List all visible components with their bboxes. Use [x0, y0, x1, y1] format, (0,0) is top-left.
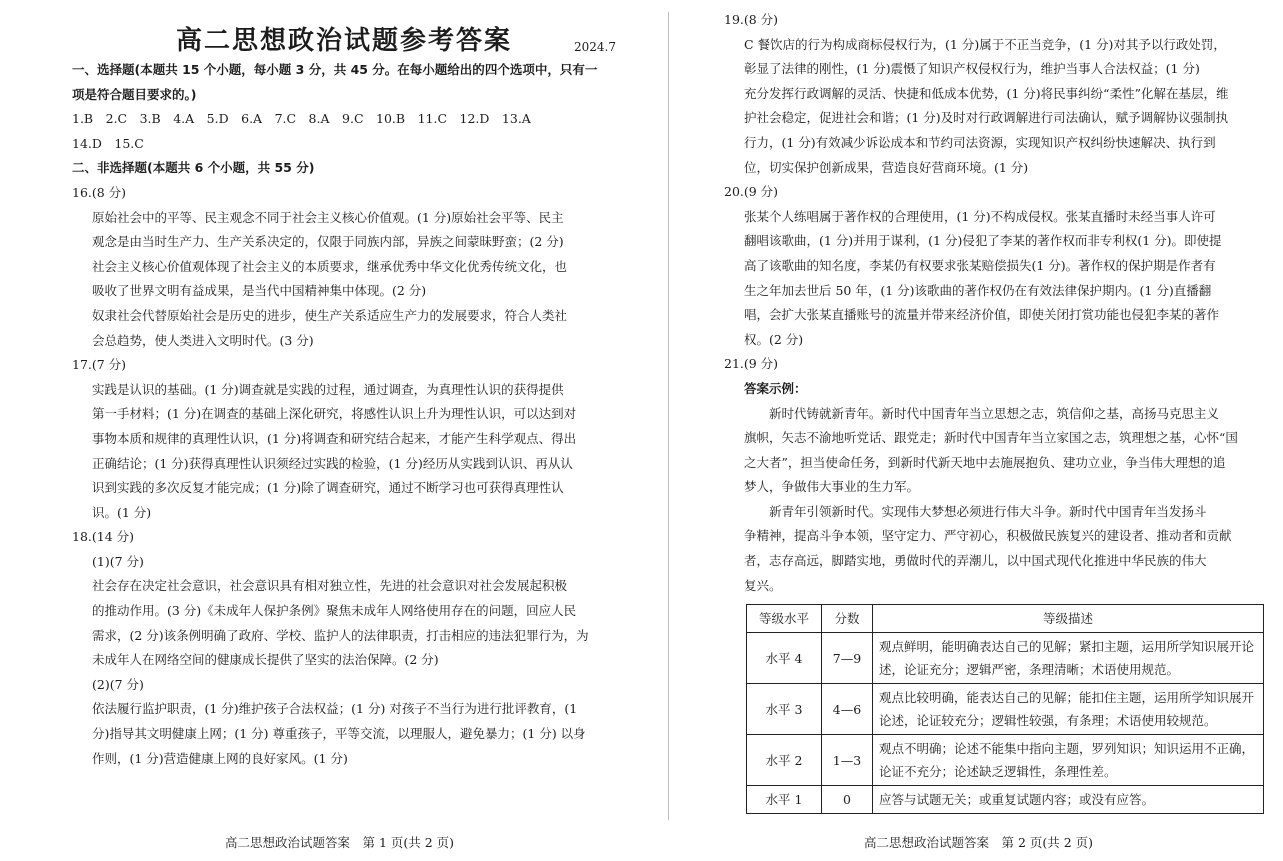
- section1-heading-cont: 项是符合题目要求的。): [72, 86, 197, 102]
- choice-answers-row2: 14.D 15.C: [72, 135, 144, 151]
- q17-line: 识。(1 分): [92, 504, 152, 520]
- answer-page-2: [672, 0, 1283, 861]
- grade-level: 水平 2: [747, 735, 822, 786]
- q16-line: 社会主义核心价值观体现了社会主义的本质要求，继承优秀中华文化优秀传统文化，也: [92, 258, 568, 274]
- q16-line: 观念是由当时生产力、生产关系决定的，仅限于同族内部，异族之间蒙昧野蛮；(2 分): [92, 234, 564, 250]
- grade-score: 4—6: [822, 684, 873, 735]
- exam-date: 2024.7: [574, 40, 616, 54]
- grade-description: 观点鲜明，能明确表达自己的见解；紧扣主题，运用所学知识展开论述，论证充分；逻辑严密，条理清晰；术语使用规范。: [873, 633, 1264, 684]
- q19-line: 位，切实保护创新成果，营造良好营商环境。(1 分): [744, 159, 1029, 175]
- grade-score: 1—3: [822, 735, 873, 786]
- answer-example-label: 答案示例：: [744, 380, 807, 396]
- q17-line: 识到实践的多次反复才能完成；(1 分)除了调查研究，通过不断学习也可获得真理性认: [92, 480, 564, 496]
- q18-sub2-line: 分)指导其文明健康上网；(1 分) 尊重孩子，平等交流，以理服人，避免暴力；(1 分) 以身: [92, 726, 586, 742]
- q17-line: 事物本质和规律的真理性认识，(1 分)将调查和研究结合起来，才能产生科学观点、得出: [92, 430, 577, 446]
- grade-level: 水平 3: [747, 684, 822, 735]
- page-divider: [668, 12, 669, 820]
- title-row: [72, 0, 616, 58]
- q18-sub2-line: 作则，(1 分)营造健康上网的良好家风。(1 分): [92, 750, 348, 766]
- header-level: 等级水平: [747, 605, 822, 633]
- q18-sub1-line: 需求，(2 分)该条例明确了政府、学校、监护人的法律职责，打击相应的违法犯罪行为，为: [92, 627, 589, 643]
- q21-para1-line: 之大者”，担当使命任务，到新时代新天地中去施展抱负、建功立业，争当伟大理想的追: [744, 454, 1226, 470]
- q20-line: 高了该歌曲的知名度，李某仍有权要求张某赔偿损失(1 分)。著作权的保护期是作者有: [744, 257, 1216, 273]
- page1-footer: 高二思想政治试题答案 第 1 页(共 2 页): [225, 835, 455, 850]
- grade-score: 7—9: [822, 633, 873, 684]
- grade-description: 观点比较明确，能表达自己的见解；能扣住主题，运用所学知识展开论述，论证较充分；逻辑性较强，有条理；术语使用较规范。: [873, 684, 1264, 735]
- q17-line: 实践是认识的基础。(1 分)调查就是实践的过程，通过调查，为真理性认识的获得提供: [92, 381, 564, 397]
- grade-score: 0: [822, 786, 873, 814]
- q20-line: 翻唱该歌曲，(1 分)并用于谋利，(1 分)侵犯了李某的著作权而非专利权(1 分)。即使提: [744, 233, 1222, 249]
- choice-answers-row1: 1.B 2.C 3.B 4.A 5.D 6.A 7.C 8.A 9.C 10.B 11.C 12.D 13.A: [72, 111, 531, 127]
- section1-heading: 一、选择题(本题共 15 个小题，每小题 3 分，共 45 分。在每小题给出的四个选项中，只有一: [72, 62, 598, 77]
- q19-line: 彰显了法律的刚性，(1 分)震慑了知识产权侵权行为，维护当事人合法权益；(1 分): [744, 61, 1200, 77]
- table-row: [747, 633, 1264, 684]
- q16-line: 奴隶社会代替原始社会是历史的进步，使生产关系适应生产力的发展要求，符合人类社: [92, 307, 568, 323]
- table-row: [747, 786, 1264, 814]
- q20-line: 张某个人练唱属于著作权的合理使用，(1 分)不构成侵权。张某直播时未经当事人许可: [744, 208, 1216, 224]
- q19-line: 行力，(1 分)有效减少诉讼成本和节约司法资源，实现知识产权纠纷快速解决、执行到: [744, 134, 1216, 150]
- q17-line: 正确结论；(1 分)获得真理性认识须经过实践的检验，(1 分)经历从实践到认识、再从认: [92, 455, 573, 471]
- q21-para1-line: 梦人，争做伟大事业的生力军。: [744, 479, 920, 495]
- grading-table-header: [747, 605, 1264, 633]
- q21-para2-line: 争精神，提高斗争本领，坚守定力、严守初心，积极做民族复兴的建设者、推动者和贡献: [744, 528, 1232, 544]
- q18-number: 18.(14 分): [72, 529, 135, 545]
- section2-heading: 二、非选择题(本题共 6 个小题，共 55 分): [72, 160, 315, 176]
- q16-line: 原始社会中的平等、民主观念不同于社会主义核心价值观。(1 分)原始社会平等、民主: [92, 209, 564, 225]
- q18-sub2-number: (2)(7 分): [92, 676, 144, 692]
- q16-line: 吸收了世界文明有益成果，是当代中国精神集中体现。(2 分): [92, 283, 427, 299]
- page2-footer: 高二思想政治试题答案 第 2 页(共 2 页): [864, 835, 1094, 850]
- q18-sub1-line: 社会存在决定社会意识，社会意识具有相对独立性，先进的社会意识对社会发展起积极: [92, 578, 568, 594]
- header-score: 分数: [822, 605, 873, 633]
- grade-description: 应答与试题无关；或重复试题内容；或没有应答。: [873, 786, 1264, 814]
- grade-level: 水平 4: [747, 633, 822, 684]
- grade-level: 水平 1: [747, 786, 822, 814]
- q19-line: C 餐饮店的行为构成商标侵权行为，(1 分)属于不正当竞争，(1 分)对其予以行政处罚，: [744, 36, 1226, 52]
- grade-description: 观点不明确；论述不能集中指向主题，罗列知识；知识运用不正确，论证不充分；论述缺乏逻辑性，条理性差。: [873, 735, 1264, 786]
- q16-number: 16.(8 分): [72, 184, 127, 200]
- q17-line: 第一手材料；(1 分)在调查的基础上深化研究，将感性认识上升为理性认识，可以达到对: [92, 406, 577, 422]
- table-row: [747, 735, 1264, 786]
- q21-para1-line: 新时代铸就新青年。新时代中国青年当立思想之志，筑信仰之基，高扬马克思主义: [744, 405, 1220, 421]
- page-title: 高二思想政治试题参考答案: [176, 26, 513, 56]
- q21-para1-line: 旗帜，矢志不渝地听党话、跟党走；新时代中国青年当立家国之志，筑理想之基，心怀“国: [744, 430, 1238, 446]
- q20-line: 权。(2 分): [744, 331, 804, 347]
- q20-number: 20.(9 分): [724, 184, 779, 200]
- q19-line: 充分发挥行政调解的灵活、快捷和低成本优势，(1 分)将民事纠纷“柔性”化解在基层，维: [744, 85, 1229, 101]
- header-description: 等级描述: [873, 605, 1264, 633]
- table-row: [747, 684, 1264, 735]
- grading-table: [746, 604, 1264, 814]
- q19-line: 护社会稳定，促进社会和谐；(1 分)及时对行政调解进行司法确认，赋予调解协议强制执: [744, 110, 1229, 126]
- q21-para2-line: 者，志存高远，脚踏实地，勇做时代的弄潮儿，以中国式现代化推进中华民族的伟大: [744, 553, 1207, 569]
- q18-sub1-line: 的推动作用。(3 分)《未成年人保护条例》聚焦未成年人网络使用存在的问题，回应人民: [92, 603, 577, 619]
- q20-line: 生之年加去世后 50 年，(1 分)该歌曲的著作权仍在有效法律保护期内。(1 分)直播翻: [744, 282, 1212, 298]
- q17-number: 17.(7 分): [72, 357, 127, 373]
- q21-number: 21.(9 分): [724, 356, 779, 372]
- q20-line: 唱，会扩大张某直播账号的流量并带来经济价值，即使关闭打赏功能也侵犯李某的著作: [744, 307, 1220, 323]
- q19-number: 19.(8 分): [724, 12, 779, 27]
- q18-sub1-number: (1)(7 分): [92, 553, 144, 569]
- q16-line: 会总趋势，使人类进入文明时代。(3 分): [92, 332, 314, 348]
- q21-para2-line: 复兴。: [744, 577, 782, 593]
- q18-sub1-line: 未成年人在网络空间的健康成长提供了坚实的法治保障。(2 分): [92, 652, 439, 668]
- q21-para2-line: 新青年引领新时代。实现伟大梦想必须进行伟大斗争。新时代中国青年当发扬斗: [744, 503, 1207, 519]
- q18-sub2-line: 依法履行监护职责，(1 分)维护孩子合法权益；(1 分) 对孩子不当行为进行批评教育，(1: [92, 701, 578, 717]
